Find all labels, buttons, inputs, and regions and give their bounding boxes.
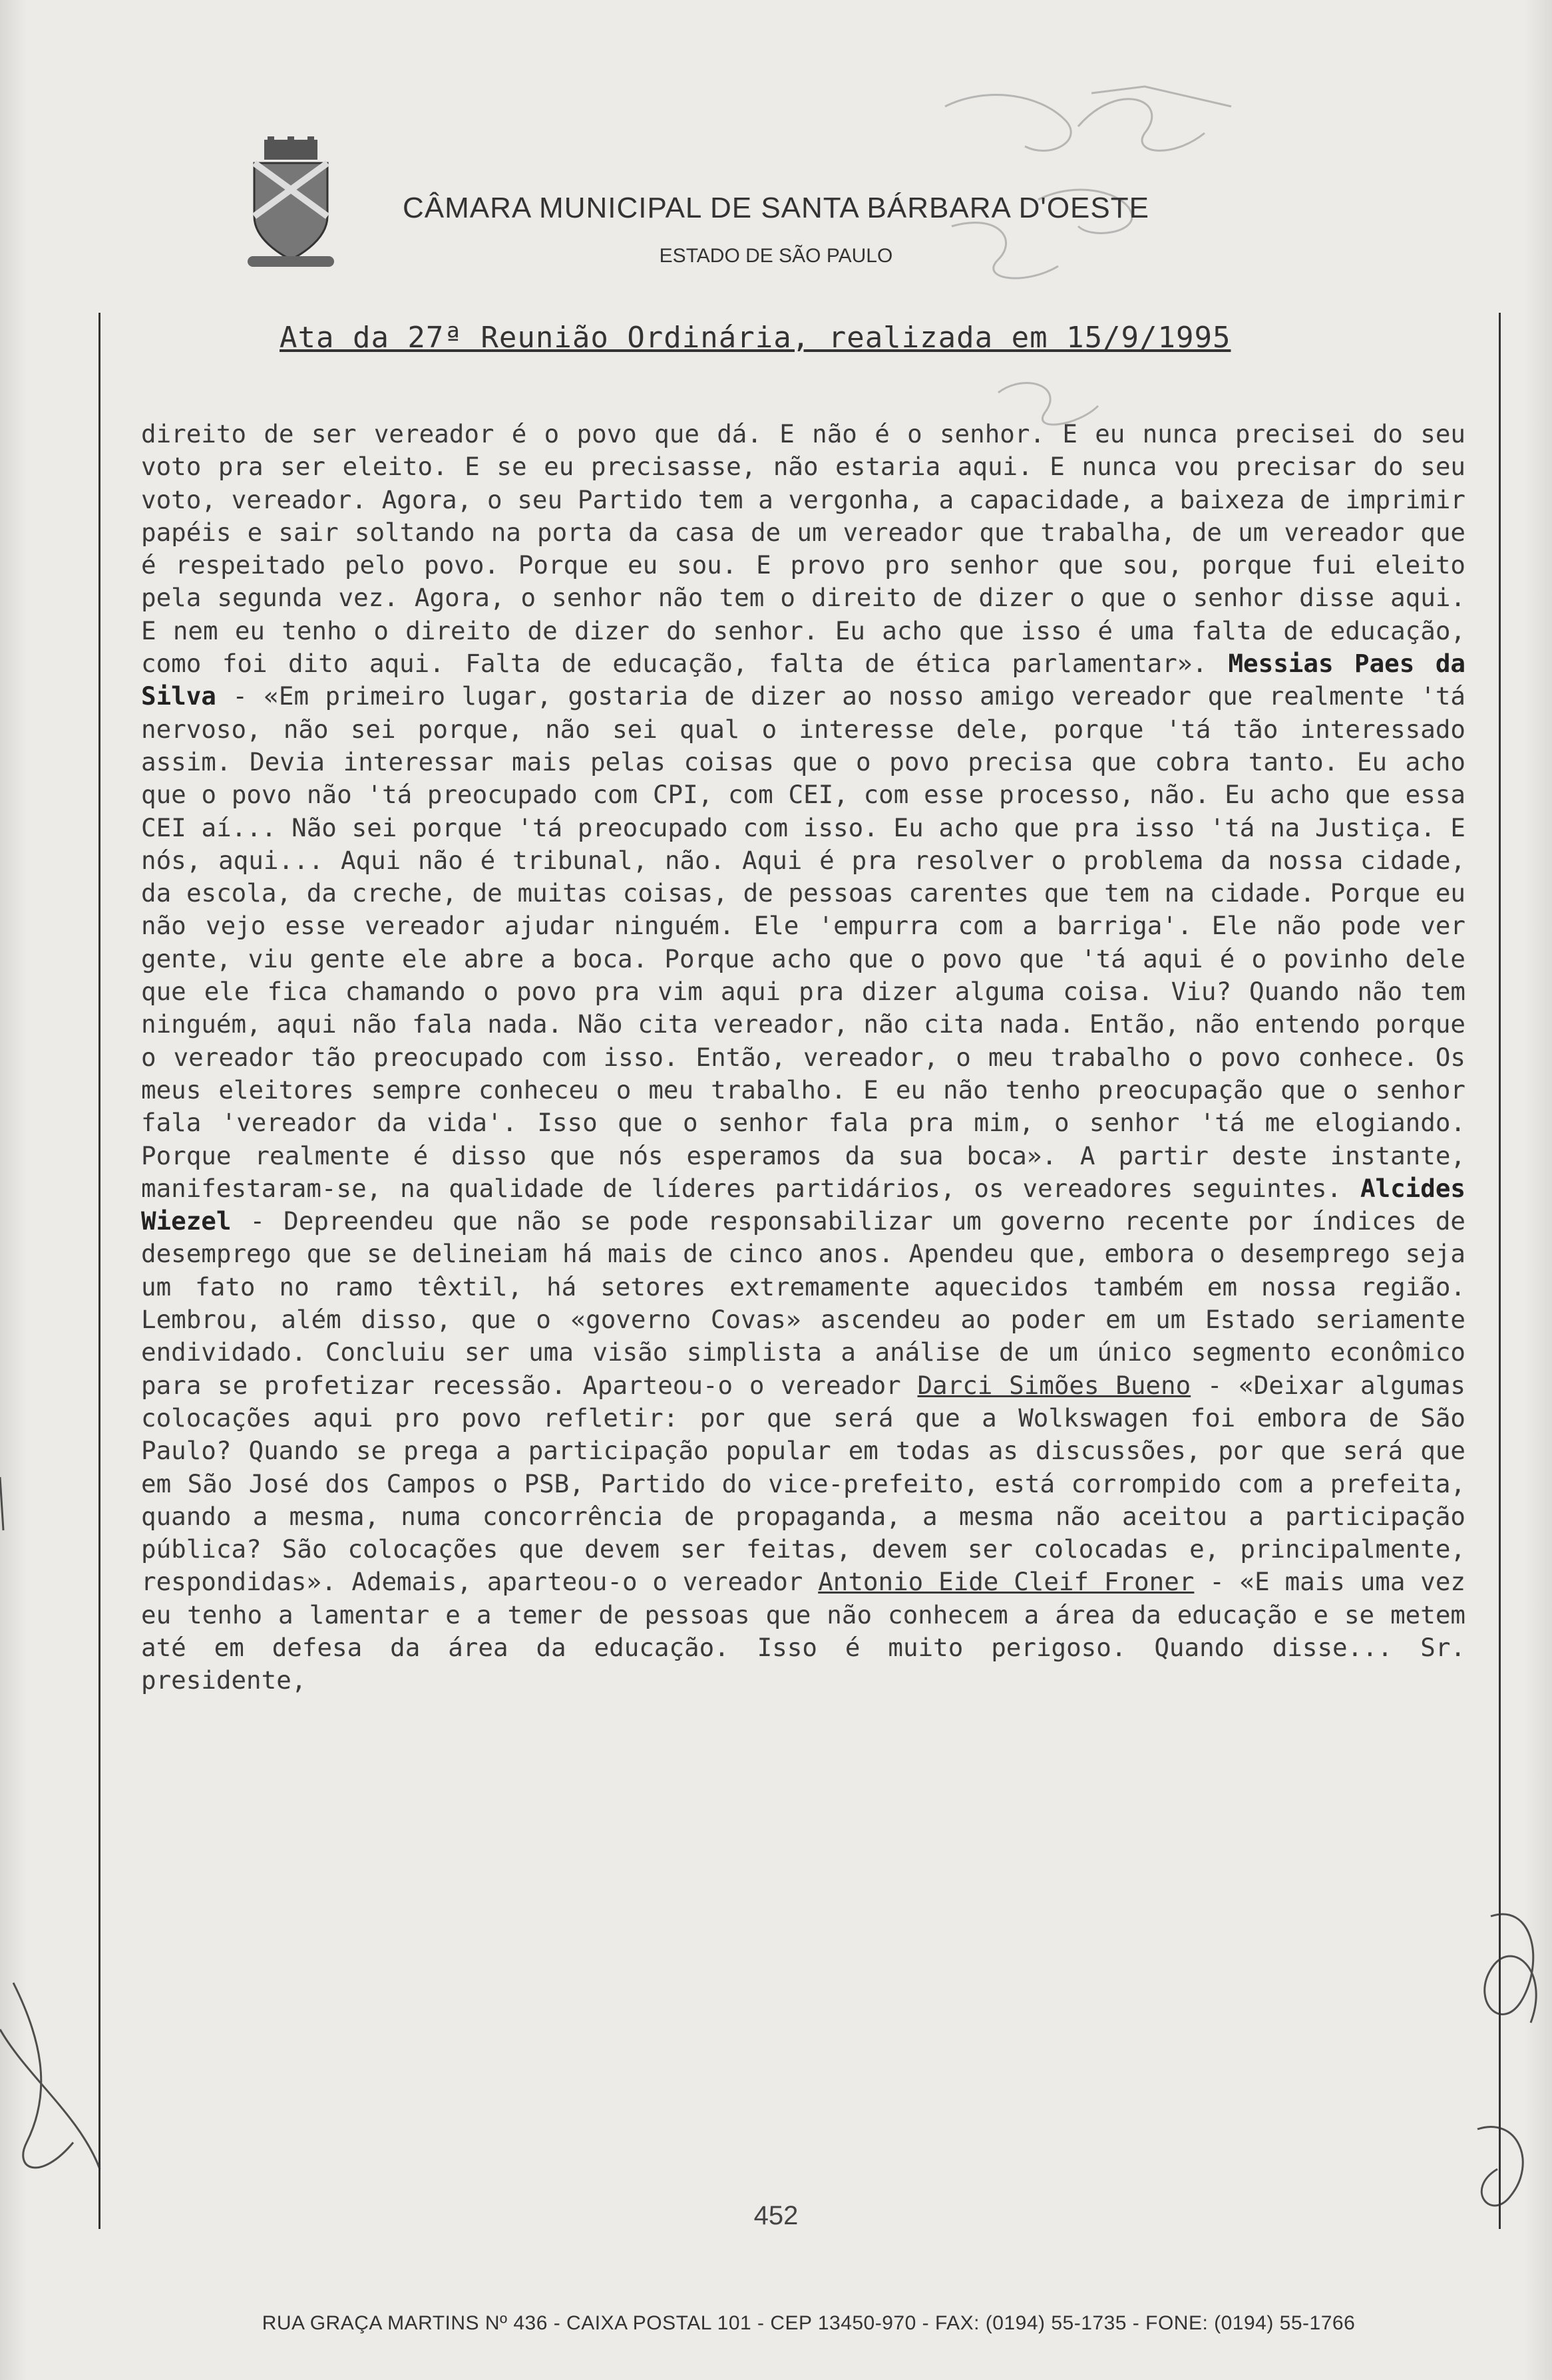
text-segment: - Depreendeu que não se pode responsabilizar um governo recente por índices de desemprego que se delineiam há mais de cinco anos. Apendeu que, embora o desemprego seja um fato no ramo têxtil, há setores extremamente aquecidos também em nossa região. Lembrou, além disso, que o «governo Covas» ascendeu ao poder em um Estado seriamente endividado. Concluiu ser uma visão simplista a análise de um único segmento econômico para se profetizar recessão. Aparteou-o o vereador: [141, 1206, 1466, 1400]
right-margin-rule: [1499, 313, 1501, 2229]
text-segment: - «Em primeiro lugar, gostaria de dizer ao nosso amigo vereador que realmente 'tá nervoso, não sei porque, não sei qual o interesse dele, porque 'tá tão interessado assim. Devia interessar mais pelas coisas que o povo precisa que cobra tanto. Eu acho que o povo não 'tá preocupado com CPI, com CEI, com esse processo, não. Eu acho que essa CEI aí... Não sei porque 'tá preocupado com isso. Eu acho que pra isso 'tá na Justiça. E nós, aqui... Aqui não é tribunal, não. Aqui é pra resolver o problema da nossa cidade, da escola, da creche, de muitas coisas, de pessoas carentes que tem na cidade. Porque eu não vejo esse vereador ajudar ninguém. Ele 'empurra com a barriga'. Ele não pode ver gente, viu gente ele abre a boca. Porque acho que o povo que 'tá aqui é o povinho dele que ele fica chamando o povo pra vim aqui pra dizer alguma coisa. Viu? Quando não tem ninguém, aqui não fala nada. Não cita vereador, não cita nada. Então, não entendo porque o vereador tão preocupado com isso. Então, vereador, o meu trabalho o povo conhece. Os meus eleitores sempre conheceu o meu trabalho. E eu não tenho preocupação que o senhor fala 'vereador da vida'. Isso que o senhor fala pra mim, o senhor 'tá me elogiando. Porque realmente é disso que nós esperamos da sua boca». A partir deste instante, manifestaram-se, na qualidade de líderes partidários, os vereadores seguintes.: [141, 681, 1465, 1203]
left-margin-rule: [98, 313, 100, 2229]
page-number: 452: [753, 2201, 799, 2230]
speaker-name: Messias Paes da Silva: [141, 649, 1466, 711]
text-segment: - «E mais uma vez eu tenho a lamentar e a temer de pessoas que não conhecem a área da educação e se metem até em defesa da área da educação. Isso é muito perigoso. Quando disse... Sr. presidente,: [141, 1567, 1465, 1695]
text-segment: direito de ser vereador é o povo que dá. E não é o senhor. E eu nunca precisei do seu voto pra ser eleito. E se eu precisasse, não estaria aqui. E nunca vou precisar do seu voto, vereador. Agora, o seu Partido tem a vergonha, a capacidade, a baixeza de imprimir papéis e sair soltando na porta da casa de um vereador que trabalha, de um vereador que é respeitado pelo povo. Porque eu sou. E provo pro senhor que sou, porque fui eleito pela segunda vez. Agora, o senhor não tem o direito de dizer o que o senhor disse aqui. E nem eu tenho o direito de dizer do senhor. Eu acho que isso é uma falta de educação, como foi dito aqui. Falta de educação, falta de ética parlamentar».: [141, 419, 1465, 679]
text-segment: - «Deixar algumas colocações aqui pro povo refletir: por que será que a Wolkswagen foi embora de São Paulo? Quando se prega a participação popular em todas as discussões, por que será que em São José dos Campos o PSB, Partido do vice-prefeito, está corrompido com a prefeita, quando a mesma, numa concorrência de propaganda, a mesma não aceitou a participação pública? São colocações que devem ser feitas, devem ser colocadas e, principalmente, respondidas». Ademais, aparteou-o o vereador: [141, 1370, 1466, 1597]
minutes-title: Ata da 27ª Reunião Ordinária, realizada em 15/9/1995: [280, 321, 1231, 355]
aparteante-name: Darci Simões Bueno: [917, 1370, 1191, 1400]
minutes-paragraph: [141, 418, 1465, 1697]
institution-name: CÂMARA MUNICIPAL DE SANTA BÁRBARA D'OESTE: [403, 192, 1149, 224]
speaker-name: Alcides Wiezel: [141, 1173, 1465, 1236]
state-name: ESTADO DE SÃO PAULO: [659, 245, 893, 267]
aparteante-name: Antonio Eide Cleif Froner: [818, 1567, 1195, 1597]
footer-address: RUA GRAÇA MARTINS Nº 436 - CAIXA POSTAL 101 - CEP 13450-970 - FAX: (0194) 55-1735 - FONE: (0194) 55-1766: [262, 2312, 1356, 2334]
minutes-body: [141, 418, 1465, 1697]
